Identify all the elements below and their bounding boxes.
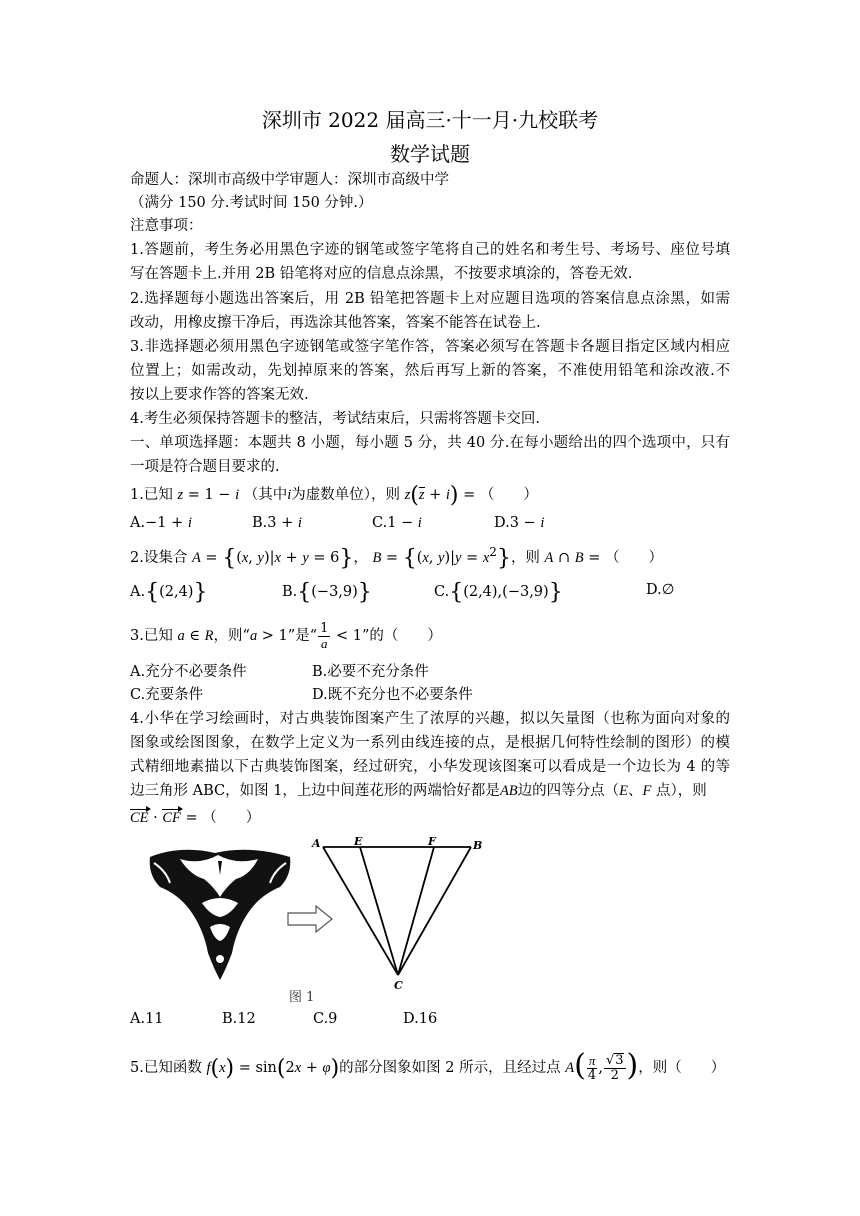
score-time-line: （满分 150 分.考试时间 150 分钟.） [130,195,373,211]
question-1-option-c[interactable]: C.1 − i [372,515,422,531]
notice-heading: 注意事项： [130,218,203,234]
label-a: A [312,837,321,850]
question-1-stem: 1.已知 z = 1 − i （其中i为虚数单位），则 z(z + i) = （ ） [130,483,538,508]
notice-2-line-2: 改动，用橡皮擦干净后，再选涂其他答案，答案不能答在试卷上. [130,315,541,331]
section-1-line-1: 一、单项选择题：本题共 8 小题，每小题 5 分，共 40 分.在每小题给出的四个选项中，只有 [130,435,730,451]
triangle-diagram [323,847,471,975]
question-4-line-1: 4.小华在学习绘画时，对古典装饰图案产生了浓厚的兴趣，拟以矢量图（也称为面向对象的 [130,711,730,727]
question-1-option-d[interactable]: D.3 − i [494,515,545,531]
question-4-line-5: CE · CF = （ ） [130,810,261,826]
question-3-option-d[interactable]: D.既不充分也不必要条件 [312,687,473,703]
ornament-image [150,850,291,980]
question-4-option-d[interactable]: D.16 [403,1011,438,1027]
figure-1 [140,835,520,1005]
notice-1-line-2: 写在答题卡上.并用 2B 铅笔将对应的信息点涂黑，不按要求填涂的，答卷无效. [130,266,633,282]
notice-3-line-2: 位置上；如需改动，先划掉原来的答案，然后再写上新的答案，不准使用铅笔和涂改液.不 [130,363,730,379]
notice-3-line-1: 3.非选择题必须用黑色字迹钢笔或签字笔作答，答案必须写在答题卡各题目指定区域内相应 [130,339,730,355]
question-4-option-c[interactable]: C.9 [313,1011,338,1027]
exam-title: 深圳市 2022 届高三·十一月·九校联考 [261,108,599,132]
label-c: C [394,979,403,992]
question-3-option-c[interactable]: C.充要条件 [130,687,204,703]
notice-2-line-1: 2.选择题每小题选出答案后，用 2B 铅笔把答题卡上对应题目选项的答案信息点涂黑，如需 [130,291,730,307]
notice-1-line-1: 1.答题前，考生务必用黑色字迹的钢笔或签字笔将自己的姓名和考生号、考场号、座位号填 [130,242,730,258]
question-4-line-4: 边三角形 ABC，如图 1，上边中间莲花形的两端恰好都是AB边的四等分点（E、F 点），则 [130,783,707,799]
figure-1-caption: 图 1 [289,990,315,1005]
question-2-option-b[interactable]: B.{(−3,9)} [282,580,372,605]
exam-subtitle: 数学试题 [390,142,470,166]
label-b: B [473,839,483,852]
question-1-option-b[interactable]: B.3 + i [252,515,302,531]
formula: z [404,487,411,503]
question-2-option-c[interactable]: C.{(2,4),(−3,9)} [434,580,563,605]
arrow-icon [288,906,332,932]
question-3-stem: 3.已知 a ∈ R，则“a > 1”是“ $\frac{1}{a}$ < 1”的（ ） [130,621,442,651]
question-4-line-3: 式精细地素描以下古典装饰图案，经过研究，小华发现该图案可以看成是一个边长为 4 的等 [130,759,730,775]
formula: z [177,487,184,503]
question-3-option-a[interactable]: A.充分不必要条件 [130,664,247,680]
question-5-stem: 5.已知函数 f(x) = sin(2x + φ)的部分图象如图 2 所示，且经过点 A( $\frac{\pi}{4}$ , $\frac{√3}{2}$ )，则（ ） [130,1048,726,1083]
fraction: $\frac{1}{a}$ [320,621,329,651]
question-2-stem: 2.设集合 A = {(x, y)|x + y = 6}， B = {(x, $y)|y = x^2$}，则 A ∩ B = （ ） [130,545,664,571]
question-3-option-b[interactable]: B.必要不充分条件 [312,664,429,680]
notice-3-line-3: 按以上要求作答的答案无效. [130,387,309,403]
question-2-option-a[interactable]: A.{(2,4)} [130,580,208,605]
section-1-line-2: 一项是符合题目要求的. [130,459,280,475]
question-4-option-b[interactable]: B.12 [222,1011,256,1027]
question-4-option-a[interactable]: A.11 [130,1011,164,1027]
label-f: F [428,835,436,848]
notice-4: 4.考生必须保持答题卡的整洁，考试结束后，只需将答题卡交回. [130,411,540,427]
authors-line: 命题人：深圳市高级中学审题人：深圳市高级中学 [130,172,449,188]
question-4-line-2: 图象或绘图图象，在数学上定义为一系列由线连接的点，是根据几何特性绘制的图形）的模 [130,735,730,751]
question-2-option-d[interactable]: D.∅ [646,582,675,598]
label-e: E [354,835,363,848]
question-1-option-a[interactable]: A.−1 + i [130,515,192,531]
